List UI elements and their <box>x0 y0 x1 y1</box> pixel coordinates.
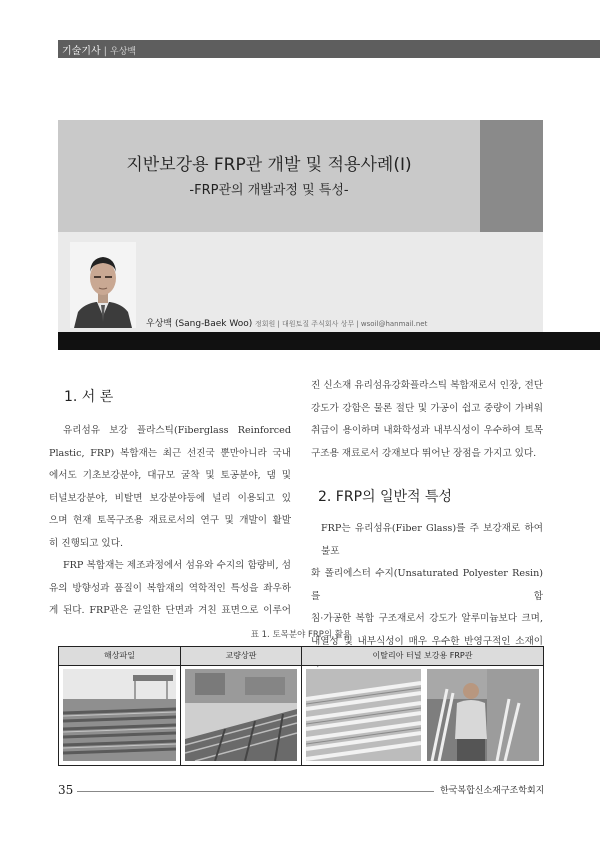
text-line: 유리섬유 보강 플라스틱(Fiberglass Reinforced <box>63 425 291 436</box>
author-portrait-image <box>70 242 136 328</box>
offshore-pile-photo <box>63 669 176 761</box>
text-line: 화 폴리에스터 수지(Unsaturated Polyester Resin)를 함 <box>311 568 543 602</box>
table-header-cell: 이탈리아 터널 보강용 FRP관 <box>372 651 473 660</box>
frp-usage-table <box>58 646 544 766</box>
journal-name: 한국복합신소재구조학회지 <box>440 786 545 796</box>
header-bottom-bar <box>58 332 600 350</box>
category-bar <box>58 40 600 58</box>
intro-paragraph <box>49 420 291 555</box>
article-subtitle: -FRP관의 개발과정 및 특성- <box>189 183 349 198</box>
frp-pipe-stack-photo <box>306 669 421 761</box>
section-heading-frp: 2. FRP의 일반적 특성 <box>318 489 453 505</box>
continued-paragraph <box>311 375 543 465</box>
text-line: 유의 방향성과 품질이 복합재의 역학적인 특성을 좌우하 <box>49 582 291 594</box>
table-header-cell: 해상파일 <box>104 651 135 660</box>
title-box <box>58 120 480 232</box>
text-line: 침·가공한 복합 구조재로서 강도가 알루미늄보다 크며, <box>311 613 543 624</box>
text-line: 취급이 용이하며 내화학성과 내부식성이 우수하여 토목 <box>311 425 543 436</box>
author-name: 우상백 (Sang-Baek Woo) <box>146 319 253 329</box>
intro-paragraph-2 <box>49 555 291 623</box>
text-line: 히 진행되고 있다. <box>49 537 124 549</box>
text-line: 으며 현재 토목구조용 재료로서의 연구 및 개발이 활발 <box>49 515 291 526</box>
table-header-cell: 교량상판 <box>225 651 257 660</box>
text-line: FRP는 유리섬유(Fiber Glass)를 주 보강재로 하여 불포 <box>321 523 543 557</box>
text-line: 게 된다. FRP관은 균일한 단면과 겨친 표면으로 이루어 <box>49 605 291 616</box>
table-divider <box>180 647 181 765</box>
text-line: FRP 복합재는 제조과정에서 섬유와 수지의 함량비, 섬 <box>63 560 291 571</box>
category-author: 우상백 <box>110 47 137 57</box>
footer-divider <box>77 791 434 792</box>
article-title: 지반보강용 FRP관 개발 및 적용사례(I) <box>126 155 412 175</box>
page-number: 35 <box>58 783 74 797</box>
table-divider <box>301 647 302 765</box>
title-accent-block <box>480 120 543 232</box>
text-line: 진 신소재 유리섬유강화플라스틱 복합재로서 인장, 전단 <box>311 380 543 391</box>
section-heading-intro: 1. 서 론 <box>64 389 114 405</box>
author-byline <box>146 316 427 329</box>
bridge-deck-photo <box>185 669 297 761</box>
tunnel-frp-worker-photo <box>427 669 539 761</box>
table-caption: 표 1. 토목분야 FRP의 활용 <box>250 630 352 640</box>
text-line: 구조용 재료로서 강재보다 뛰어난 장점을 가지고 있다. <box>311 447 537 459</box>
text-line: 터널보강분야, 비탈면 보강분야등에 널리 이용되고 있 <box>49 492 291 504</box>
text-line: 강도가 강함은 물론 절단 및 가공이 쉽고 중량이 가벼워 <box>311 402 543 414</box>
category-separator: | <box>103 46 108 57</box>
category-label: 기술기사 <box>62 46 101 57</box>
text-line: 에서도 기초보강분야, 대규모 굴착 및 토공분야, 댐 및 <box>49 470 291 481</box>
text-line: 내열성 및 내부식성이 매우 우수한 반영구적인 소재이 <box>311 635 543 647</box>
author-photo <box>70 242 136 328</box>
text-line: Plastic, FRP) 복합재는 최근 선진국 뿐만아니라 국내 <box>49 447 291 459</box>
author-affiliation: 정회원 | 대원토질 주식회사 상무 | wsoil@hanmail.net <box>254 320 428 328</box>
